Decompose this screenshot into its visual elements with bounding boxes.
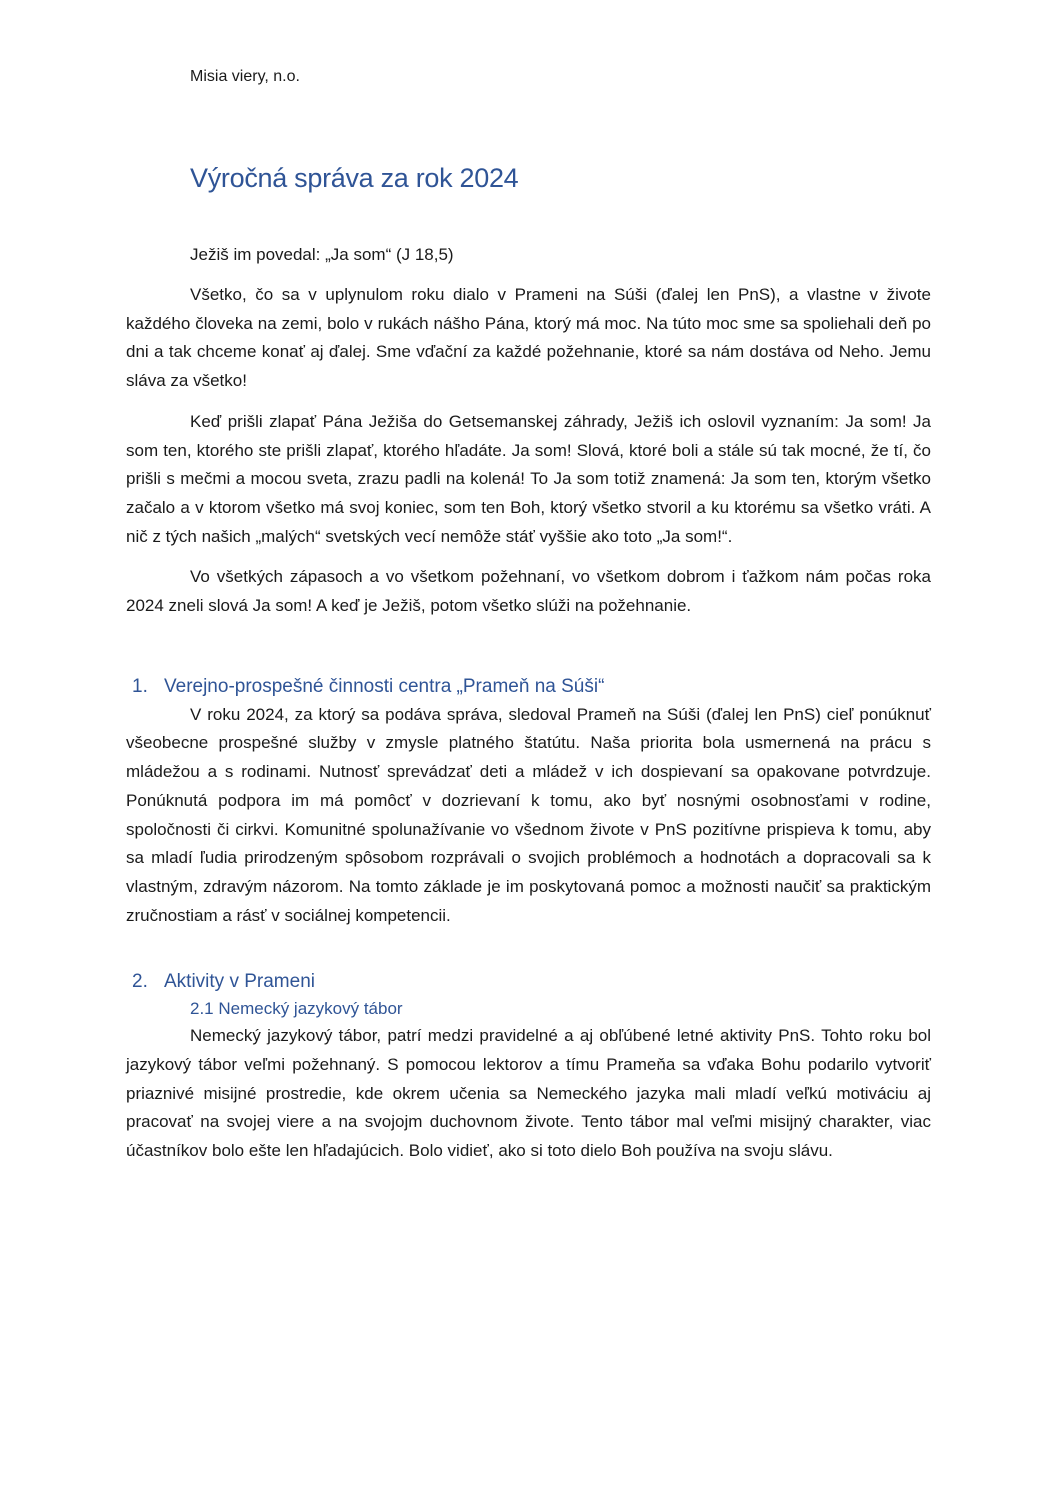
section-1-number: 1. (132, 675, 148, 697)
section-1-title: Verejno-prospešné činnosti centra „Prameň na Súši“ (164, 675, 605, 697)
section-1 (126, 673, 931, 931)
spacer (126, 930, 931, 968)
section-1-heading (126, 673, 931, 701)
spacer (126, 633, 931, 673)
section-2-title: Aktivity v Prameni (164, 971, 315, 993)
section-2 (126, 968, 931, 1166)
intro-paragraph-3: Vo všetkých zápasoch a vo všetkom požehnaní, vo všetkom dobrom i ťažkom nám počas roka 2024 zneli slová Ja som! A keď je Ježiš, potom všetko slúži na požehnanie. (126, 567, 931, 616)
section-1-paragraph: V roku 2024, za ktorý sa podáva správa, sledoval Prameň na Súši (ďalej len PnS) cieľ ponúknuť všeobecne prospešné služby v zmysle platného štatútu. Naša priorita bola usmernená na prácu s mládežou a s rodinami. Nutnosť sprevádzať deti a mládež v ich dospievaní sa opakovane potvrdzuje. Ponúknutá podpora im má pomôcť v dozrievaní k tomu, ako byť nosnými osobnosťami v rodine, spoločnosti či cirkvi. Komunitné spolunažívanie vo všednom živote v PnS pozitívne prispieva k tomu, aby sa mladí ľudia prirodzeným spôsobom rozprávali o svojich problémoch a hodnotách a dopracovali sa k vlastným, zdravým názorom. Na tomto základe je im poskytovaná pomoc a možnosti naučiť sa praktickým zručnostiam a rásť v sociálnej kompetencii. (126, 704, 931, 925)
section-2-number: 2. (132, 971, 148, 993)
bible-quote: Ježiš im povedal: „Ja som“ (J 18,5) (190, 245, 454, 264)
document-body (126, 240, 931, 1166)
intro-paragraph-2: Keď prišli zlapať Pána Ježiša do Getsemanskej záhrady, Ježiš ich oslovil vyznaním: Ja som! Ja som ten, ktorého ste prišli zlapať, ktorého hľadáte. Ja som! Slová, ktoré boli a stále sú tak mocné, že tí, čo prišli s mečmi a mocou sveta, zrazu padli na kolená! To Ja som totiž znamená: Ja som ten, ktorým všetko začalo a v ktorom všetko má svoj koniec, som ten Boh, ktorý všetko stvoril a ku ktorému sa všetko vráti. A nič z tých našich „malých“ svetských vecí nemôže stáť vyššie ako toto „Ja som!“. (126, 411, 931, 546)
section-2-heading (126, 968, 931, 996)
organization-name: Misia viery, n.o. (190, 68, 300, 85)
intro-paragraph-1: Všetko, čo sa v uplynulom roku dialo v Prameni na Súši (ďalej len PnS), a vlastne v živote každého človeka na zemi, bolo v rukách nášho Pána, ktorý má moc. Na túto moc sme sa spoliehali deň po dni a tak chceme konať aj ďalej. Sme vďační za každé požehnanie, ktoré sa nám dostáva od Neho. Jemu sláva za všetko! (126, 285, 931, 391)
subsection-2-1-heading: 2.1 Nemecký jazykový tábor (190, 999, 403, 1019)
subsection-2-1-paragraph: Nemecký jazykový tábor, patrí medzi pravidelné a aj obľúbené letné aktivity PnS. Tohto roku bol jazykový tábor veľmi požehnaný. S pomocou lektorov a tímu Prameňa sa vďaka Bohu podarilo vytvoriť priaznivé misijné prostredie, kde okrem učenia sa Nemeckého jazyka mali mladí veľkú motiváciu aj pracovať na svojej viere a na svojojm duchovnom živote. Tento tábor mal veľmi misijný charakter, viac účastníkov bolo ešte len hľadajúcich. Bolo vidieť, ako si toto dielo Boh používa na svoju slávu. (126, 1026, 931, 1161)
document-title: Výročná správa za rok 2024 (190, 163, 519, 193)
